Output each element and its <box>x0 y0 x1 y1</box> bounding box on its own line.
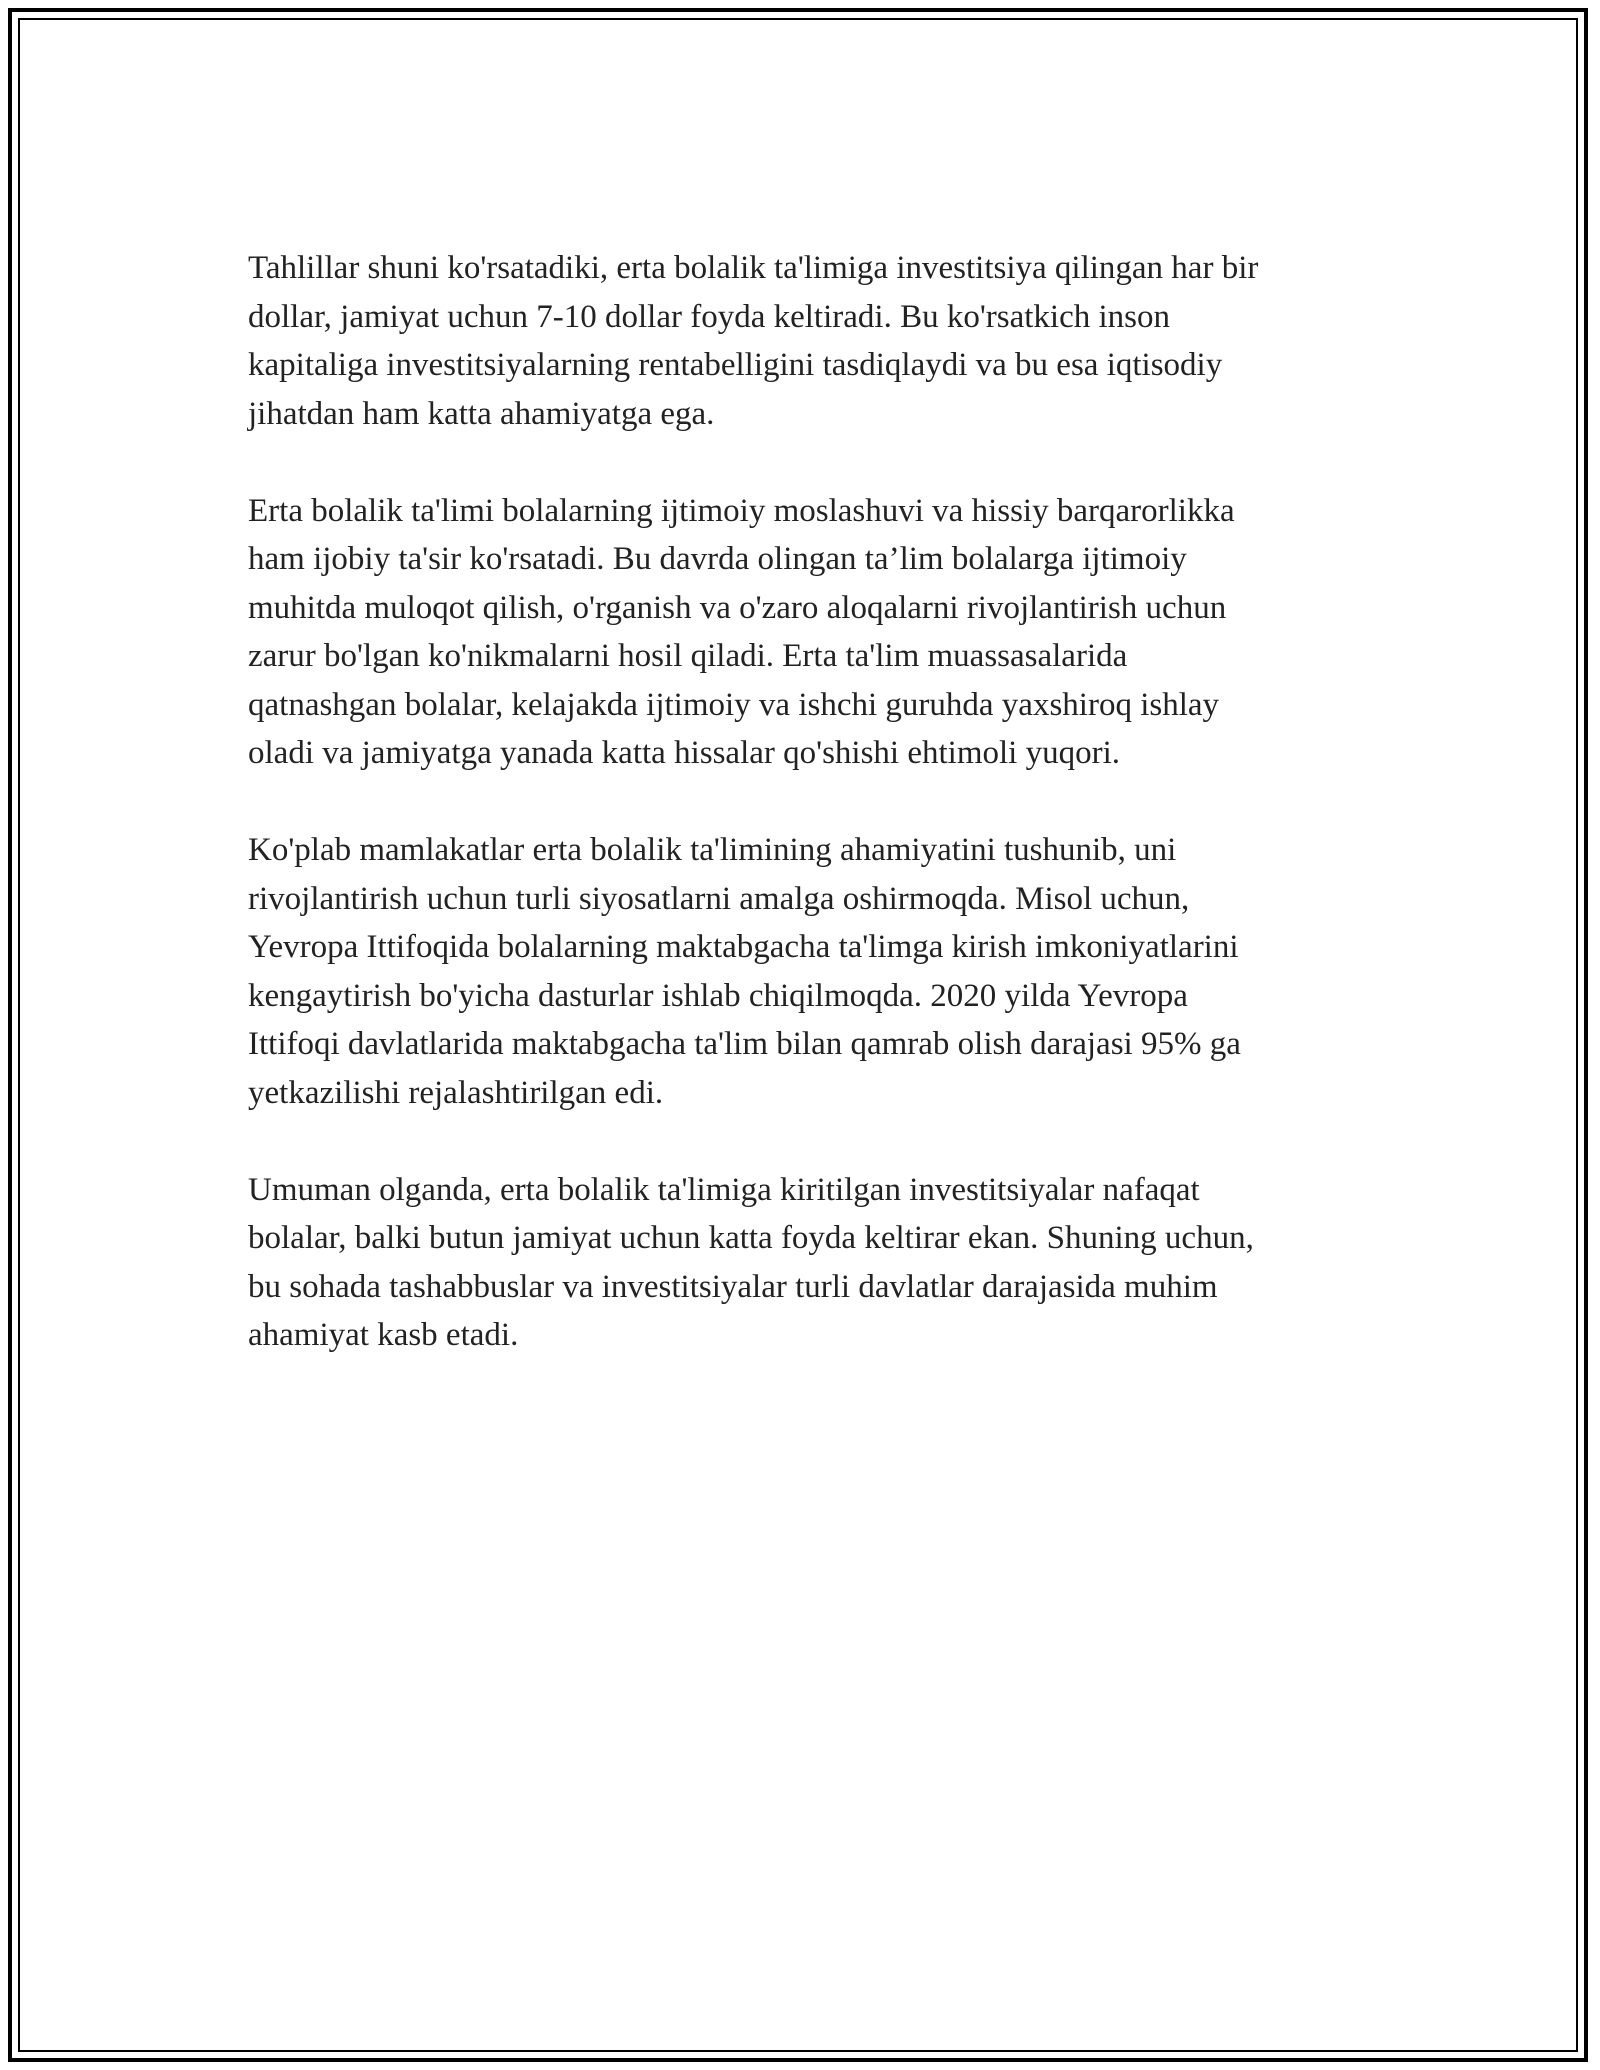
document-body <box>248 244 1388 1408</box>
paragraph-country-policies: Ko'plab mamlakatlar erta bolalik ta'limining ahamiyatini tushunib, uni rivojlantirish uchun turli siyosatlarni amalga oshirmoqda. Misol uchun, Yevropa Ittifoqida bolalarning maktabgacha ta'limga kirish imkoniyatlarini kengaytirish bo'yicha dasturlar ishlab chiqilmoqda. 2020 yilda Yevropa Ittifoqi davlatlarida maktabgacha ta'lim bilan qamrab olish darajasi 95% ga yetkazilishi rejalashtirilgan edi. <box>248 832 1241 1111</box>
paragraph-investment-returns: Tahlillar shuni ko'rsatadiki, erta bolalik ta'limiga investitsiya qilingan har bir dollar, jamiyat uchun 7-10 dollar foyda keltiradi. Bu ko'rsatkich inson kapitaliga investitsiyalarning rentabelligini tasdiqlaydi va bu esa iqtisodiy jihatdan ham katta ahamiyatga ega. <box>248 250 1259 432</box>
paragraph-conclusion: Umuman olganda, erta bolalik ta'limiga kiritilgan investitsiyalar nafaqat bolalar, balki butun jamiyat uchun katta foyda keltirar ekan. Shuning uchun, bu sohada tashabbuslar va investitsiyalar turli davlatlar darajasida muhim ahamiyat kasb etadi. <box>248 1171 1254 1353</box>
page-frame <box>8 8 1588 2062</box>
paragraph-social-adaptation: Erta bolalik ta'limi bolalarning ijtimoiy moslashuvi va hissiy barqarorlikka ham ijobiy ta'sir ko'rsatadi. Bu davrda olingan ta’lim bolalarga ijtimoiy muhitda muloqot qilish, o'rganish va o'zaro aloqalarni rivojlantirish uchun zarur bo'lgan ko'nikmalarni hosil qiladi. Erta ta'lim muassasalarida qatnashgan bolalar, kelajakda ijtimoiy va ishchi guruhda yaxshiroq ishlay oladi va jamiyatga yanada katta hissalar qo'shishi ehtimoli yuqori. <box>248 492 1235 771</box>
